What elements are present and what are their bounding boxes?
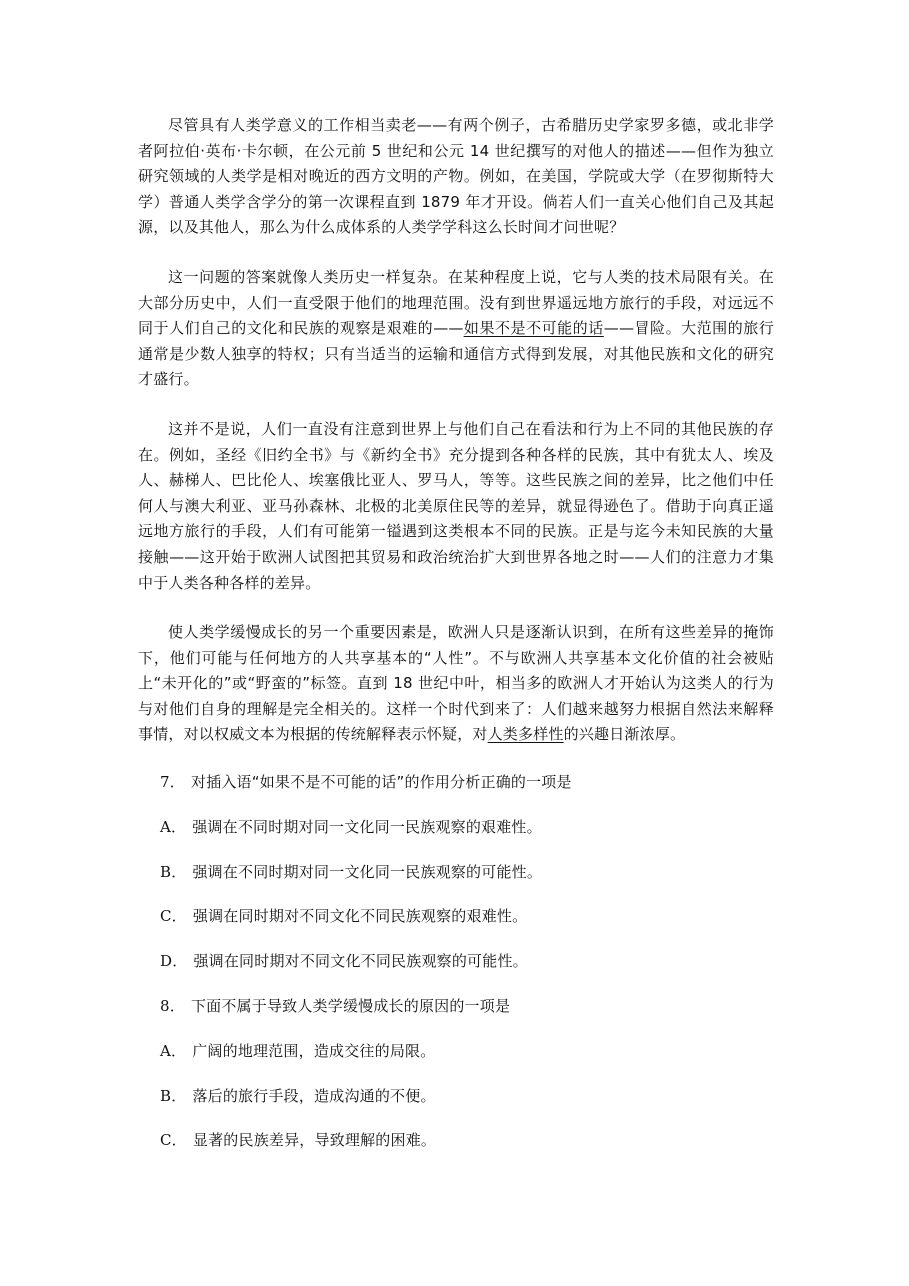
passage-paragraph-3 <box>138 417 774 596</box>
question-text: 下面不属于导致人类学缓慢成长的原因的一项是 <box>190 997 511 1016</box>
document-page <box>138 113 774 1175</box>
question-stem <box>138 772 774 792</box>
option-letter: C． <box>160 1131 187 1150</box>
option-text: 广阔的地理范围，造成交往的局限。 <box>192 1041 436 1060</box>
passage-paragraph-2 <box>138 265 774 393</box>
question-text: 对插入语“如果不是不可能的话”的作用分析正确的一项是 <box>190 773 572 792</box>
option-text: 显著的民族差异，导致理解的困难。 <box>192 1131 437 1150</box>
paragraph-text: 尽管具有人类学意义的工作相当卖老——有两个例子，古希腊历史学家罗多德，或北非学者阿拉伯·英布·卡尔顿，在公元前 5 世纪和公元 14 世纪撰写的对他人的描述——但作为独立研究领域的人类学是相对晚近的西方文明的产物。例如，在美国，学院或大学（在罗彻斯特大学）普通人类学含学分的第一次课程直到 1879 年才开设。倘若人们一直关心他们自己及其起源，以及其他人，那么为什么成体系的人类学学科这么长时间才问世呢？ <box>138 116 774 237</box>
option-b <box>138 862 774 882</box>
paragraph-text: 这并不是说，人们一直没有注意到世界上与他们自己在看法和行为上不同的其他民族的存在。例如，圣经《旧约全书》与《新约全书》充分提到各种各样的民族，其中有犹太人、埃及人、赫梯人、巴比伦人、埃塞俄比亚人、罗马人，等等。这些民族之间的差异，比之他们中任何人与澳大利亚、亚马孙森林、北极的北美原住民等的差异，就显得逊色了。借助于向真正遥远地方旅行的手段，人们有可能第一镒遇到这类根本不同的民族。正是与迄今未知民族的大量接触——这开始于欧洲人试图把其贸易和政治统治扩大到世界各地之时——人们的注意力才集中于人类各种各样的差异。 <box>138 419 774 592</box>
paragraph-text: 使人类学缓慢成长的另一个重要因素是，欧洲人只是逐渐认识到，在所有这些差异的掩饰下，他们可能与任何地方的人共享基本的“人性”。不与欧洲人共享基本文化价值的社会被贴上“未开化的”或“野蛮的”标签。直到 18 世纪中叶，相当多的欧洲人才开始认为这类人的行为与对他们自身的理解是完全相关的。这样一个时代到来了：人们越来越努力根据自然法来解释事情，对以权威文本为根据的传统解释表示怀疑，对 <box>138 623 774 744</box>
paragraph-text: 的兴趣日渐浓厚。 <box>563 725 686 744</box>
question-number: 8． <box>160 997 185 1016</box>
underlined-phrase: 人类多样性 <box>487 725 564 744</box>
underlined-phrase: 如果不是不可能的话 <box>463 319 604 338</box>
option-letter: A． <box>160 817 187 836</box>
paragraph-text: 这一问题的答案就像人类历史一样复杂。在某种程度上说，它与人类的技术局限有关。在大部分历史中，人们一直受限于他们的地理范围。没有到世界遥远地方旅行的手段，对远远不同于人们自己的文化和民族的观察是艰难的—— <box>138 267 774 338</box>
option-letter: C． <box>160 907 187 926</box>
question-7 <box>138 772 774 971</box>
option-d <box>138 951 774 971</box>
option-text: 落后的旅行手段，造成沟通的不便。 <box>192 1086 436 1105</box>
option-b <box>138 1086 774 1106</box>
option-letter: A． <box>160 1041 187 1060</box>
question-stem <box>138 996 774 1016</box>
passage-paragraph-4 <box>138 620 774 748</box>
option-c <box>138 906 774 926</box>
option-c <box>138 1130 774 1150</box>
option-text: 强调在不同时期对同一文化同一民族观察的艰难性。 <box>192 817 542 836</box>
option-text: 强调在同时期对不同文化不同民族观察的可能性。 <box>193 952 528 971</box>
question-8 <box>138 996 774 1150</box>
paragraph-text: ——冒险。大范围的旅行通常是少数人独享的特权；只有当适当的运输和通信方式得到发展，对其他民族和文化的研究才盛行。 <box>138 319 774 389</box>
passage-paragraph-1 <box>138 113 774 241</box>
option-letter: D． <box>160 952 188 971</box>
option-a <box>138 817 774 837</box>
question-number: 7． <box>160 773 185 792</box>
option-letter: B． <box>160 862 187 881</box>
option-text: 强调在不同时期对同一文化同一民族观察的可能性。 <box>192 862 543 881</box>
option-letter: B． <box>160 1086 187 1105</box>
option-a <box>138 1041 774 1061</box>
option-text: 强调在同时期对不同文化不同民族观察的艰难性。 <box>192 907 528 926</box>
